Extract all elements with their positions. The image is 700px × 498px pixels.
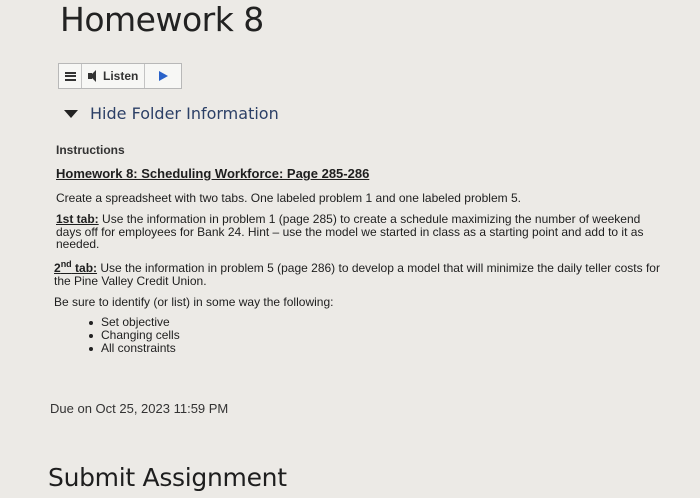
hide-folder-information-label: Hide Folder Information [90,104,279,123]
list-item: Set objective [88,316,180,329]
listen-label: Listen [103,69,139,83]
second-tab-text: Use the information in problem 5 (page 286) to develop a model that will minimize the daily teller costs for the Pine Valley Credit Union. [54,261,660,288]
due-date: Due on Oct 25, 2023 11:59 PM [50,401,229,416]
instructions-label: Instructions [56,143,125,157]
submit-assignment-heading: Submit Assignment [48,463,287,492]
first-tab-text: Use the information in problem 1 (page 285) to create a schedule maximizing the number of weekend days off for employees for Bank 24. Hint – use the model we started in class as a starting point and add to it as needed. [56,212,644,251]
play-button[interactable] [145,64,181,88]
spreadsheet-instruction: Create a spreadsheet with two tabs. One labeled problem 1 and one labeled problem 5. [56,191,521,205]
listen-button[interactable] [82,64,145,88]
menu-icon[interactable] [59,64,82,88]
speaker-icon [88,70,100,82]
first-tab-lead: 1st tab: [56,212,99,226]
list-item: All constraints [88,342,180,355]
requirements-list [88,316,180,355]
caret-down-icon [64,110,78,118]
listen-toolbar [58,63,182,89]
play-icon [159,71,168,81]
homework-heading: Homework 8: Scheduling Workforce: Page 285-286 [56,166,370,181]
hide-folder-information-toggle[interactable] [64,104,279,123]
page-title: Homework 8 [60,0,264,39]
first-tab-instruction [56,213,666,251]
list-item: Changing cells [88,329,180,342]
second-tab-lead: 2nd tab: [54,259,98,275]
identify-instruction: Be sure to identify (or list) in some way the following: [54,295,334,309]
second-tab-instruction [54,258,664,287]
